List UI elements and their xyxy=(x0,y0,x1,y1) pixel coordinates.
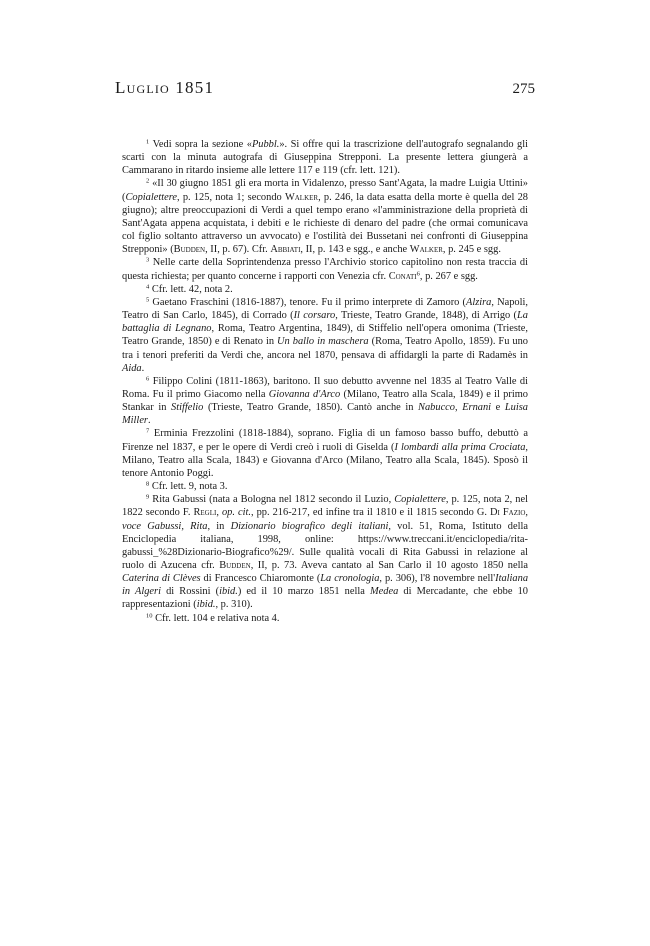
text-run: , II, p. 143 e sgg., e anche xyxy=(300,244,410,256)
italic-text: Il corsaro xyxy=(293,310,336,322)
small-caps-name: G. Di Fazio xyxy=(476,507,526,519)
footnote-4 xyxy=(122,283,528,296)
text-run: , p. 246, la data esatta della morte è quella del 28 giugno); altre preoccupazioni di Verdi a quel tempo erano «l'amministrazione della proprietà di Sant'Agata appena acquistata, i debiti e le richieste di denaro del padre (che ormai comunicava col figlio soltanto attraverso un avvocato) e l'ostilità dei Bussetani nei confronti di Giuseppina Strepponi» ( xyxy=(122,191,529,256)
footnote-9 xyxy=(122,493,528,611)
italic-text: Un ballo in maschera xyxy=(277,336,369,348)
footnote-number: 1 xyxy=(146,138,150,146)
text-run: ». Si offre qui la trascrizione dell'autografo segnalando gli scarti con la minuta autografa di Giuseppina Strepponi. La presente lettera giungerà a Cammarano in ritardo insieme alle lettere 117 e 119 (cfr. lett. 121). xyxy=(122,139,528,177)
footnote-number: 7 xyxy=(146,427,150,435)
footnote-number: 2 xyxy=(146,177,150,185)
text-run: , xyxy=(454,402,463,414)
page-number: 275 xyxy=(512,81,535,97)
text-run: , Milano, Teatro alla Scala, 1843) e Giovanna d'Arco (Milano, Teatro alla Scala, 1845). Sposò il tenore Antonio Poggi. xyxy=(122,441,529,479)
italic-text: Luisa Miller xyxy=(122,402,528,427)
text-run: (Roma, Teatro Apollo, 1859). Fu uno tra i tenori preferiti da Verdi che, ancora nel 1870, pensava di affidargli la parte di Radamès in xyxy=(122,336,528,361)
italic-text: Alzira xyxy=(465,296,492,308)
text-run: Cfr. lett. 9, nota 3. xyxy=(151,481,228,493)
text-run: , xyxy=(525,507,528,519)
italic-text: Italiana in Algeri xyxy=(122,573,529,598)
text-run: , Roma, Teatro Argentina, 1849), di Stiffelio nell'opera omonima (Trieste, Teatro Grande, 1850) e di Renato in xyxy=(122,323,528,348)
text-run: Erminia Frezzolini (1818-1884), soprano. Figlia di un famoso basso buffo, debuttò a Firenze nel 1837, e per le opere di Verdi creò i ruoli di Giselda ( xyxy=(122,428,528,453)
footnotes xyxy=(122,138,528,625)
italic-text: La battaglia di Legnano xyxy=(122,310,529,335)
text-run: Vedi sopra la sezione « xyxy=(152,139,252,150)
footnote-number: 4 xyxy=(146,283,150,291)
text-run: «Il 30 giugno 1851 gli era morta in Vidalenzo, presso Sant'Agata, la madre Luigia Uttini» ( xyxy=(122,178,528,203)
italic-text: Stiffelio xyxy=(171,402,204,414)
text-run: , Trieste, Teatro Grande, 1848), di Arrigo ( xyxy=(335,310,518,322)
running-title: Luglio 1851 xyxy=(115,78,215,97)
text-run: Cfr. lett. 104 e relativa nota 4. xyxy=(155,612,280,624)
italic-text: I lombardi alla prima Crociata xyxy=(394,441,526,453)
text-run[interactable]: , vol. 51, Roma, Istituto della Enciclopedia italiana, 1998, online: https://www.treccani.it/enciclopedia/rita-gabussi_%28Dizionario-Biografico%29/. Sulle qualità vocali di Rita Gabussi in relazione al ruolo di Azucena cfr. xyxy=(122,520,528,571)
italic-text: Medea xyxy=(370,586,399,598)
text-run: , II, p. 73. Aveva cantato al San Carlo il 10 agosto 1850 nella xyxy=(250,560,528,571)
small-caps-name: Walker xyxy=(409,244,443,256)
footnote-7 xyxy=(122,427,528,480)
text-run: di Mercadante, che ebbe 10 rappresentazioni ( xyxy=(122,586,528,611)
text-run: e xyxy=(491,402,505,414)
text-run: di Rossini ( xyxy=(160,586,220,598)
text-run: (Trieste, Teatro Grande, 1850). Cantò anche in xyxy=(203,402,419,414)
text-run: , p. 125, nota 1; secondo xyxy=(177,191,285,203)
footnote-number: 5 xyxy=(146,296,150,304)
text-run: Rita Gabussi (nata a Bologna nel 1812 secondo il Luzio, xyxy=(152,494,395,506)
italic-text: op. cit. xyxy=(221,507,251,519)
italic-text: Copialettere xyxy=(394,494,446,506)
text-run: Nelle carte della Soprintendenza presso l'Archivio storico capitolino non resta traccia di questa richiesta; per quanto concerne i rapporti con Venezia cfr. xyxy=(122,257,528,282)
italic-text: ibid. xyxy=(219,586,238,598)
italic-text: Caterina di Clèves xyxy=(122,573,201,585)
text-run: Gaetano Fraschini (1816-1887), tenore. Fu il primo interprete di Zamoro ( xyxy=(152,296,466,308)
text-run: . xyxy=(141,362,145,374)
text-run: . xyxy=(147,415,151,427)
italic-text: Nabucco xyxy=(418,402,455,414)
italic-text: Giovanna d'Arco xyxy=(268,388,341,400)
footnote-number: 6 xyxy=(146,375,150,383)
small-caps-name: Budden xyxy=(219,560,251,571)
small-caps-name: F. Regli xyxy=(182,507,217,519)
footnote-10 xyxy=(122,612,528,625)
footnote-number: 9 xyxy=(146,493,150,501)
text-run: , Napoli, Teatro di San Carlo, 1845), di Corrado ( xyxy=(122,296,528,322)
small-caps-name: Conati xyxy=(388,270,417,282)
text-run: Filippo Colini (1811-1863), baritono. Il suo debutto avvenne nel 1835 al Teatro Valle di Roma. Fu il primo Giacomo nella xyxy=(122,375,528,400)
text-run: ) ed il 10 marzo 1851 nella xyxy=(237,586,370,598)
footnote-2 xyxy=(122,177,528,256)
small-caps-name: Abbiati xyxy=(270,244,301,256)
italic-text: Aida xyxy=(122,362,142,374)
text-run: , p. 125, nota 2, nel 1822 secondo xyxy=(122,494,528,519)
footnote-number: 10 xyxy=(146,612,153,620)
italic-text: Copialettere xyxy=(125,191,178,203)
text-run: , II, p. 67). Cfr. xyxy=(205,244,271,256)
text-run: , p. 310). xyxy=(215,599,253,611)
footnote-5 xyxy=(122,296,528,375)
italic-text: Ernani xyxy=(462,402,492,414)
small-caps-name: Budden xyxy=(173,244,206,256)
italic-text: Pubbl. xyxy=(251,139,280,150)
italic-text: Dizionario biografico degli italiani xyxy=(230,520,389,532)
text-run: , xyxy=(216,507,222,519)
page-header xyxy=(115,78,535,100)
text-run: Cfr. lett. 42, nota 2. xyxy=(151,283,233,295)
footnote-3 xyxy=(122,256,528,282)
text-run: di Francesco Chiaromonte ( xyxy=(200,573,321,585)
text-run: , p. 267 e sgg. xyxy=(419,270,478,282)
text-run: , p. 245 e sgg. xyxy=(442,244,501,256)
superscript: 6 xyxy=(416,270,420,278)
text-run: , p. 306), l'8 novembre nell' xyxy=(379,573,496,585)
italic-text: ibid. xyxy=(196,599,216,611)
footnote-1 xyxy=(122,138,528,177)
text-run: (Milano, Teatro alla Scala, 1849) e il primo Stankar in xyxy=(122,388,528,414)
text-run: , in xyxy=(207,520,231,532)
footnote-number: 3 xyxy=(146,256,150,264)
small-caps-name: Walker xyxy=(284,191,319,203)
italic-text: La cronologia xyxy=(320,573,380,585)
footnote-6 xyxy=(122,375,528,428)
italic-text: voce Gabussi, Rita xyxy=(122,520,208,532)
text-run: , pp. 216-217, ed infine tra il 1810 e il 1815 secondo xyxy=(250,507,477,519)
footnote-8 xyxy=(122,480,528,493)
footnote-number: 8 xyxy=(146,480,150,488)
